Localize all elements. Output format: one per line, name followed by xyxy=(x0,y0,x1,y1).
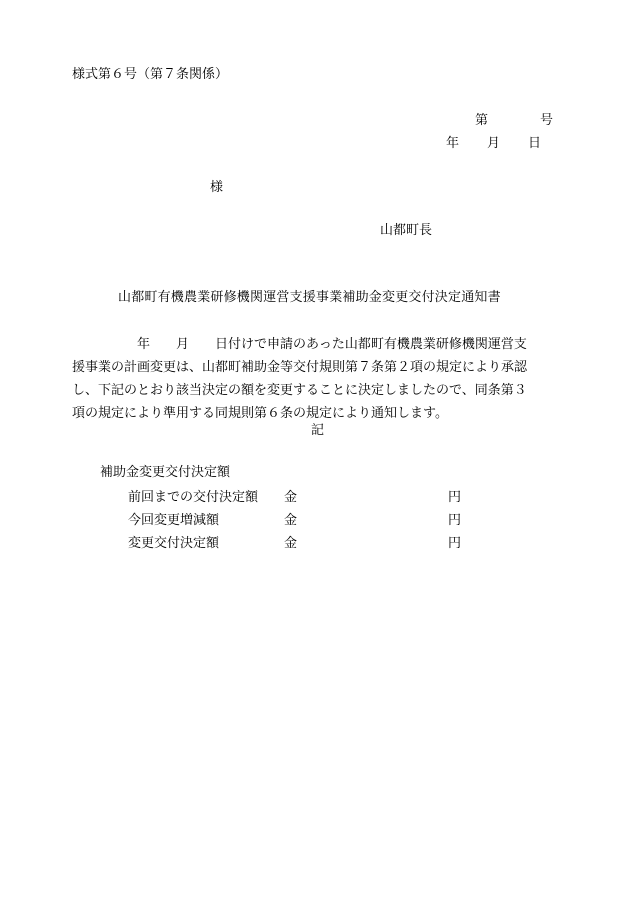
number-prefix: 第 xyxy=(475,113,489,128)
amount-label: 前回までの交付決定額 xyxy=(128,490,259,505)
amount-label: 今回変更増減額 xyxy=(128,513,220,528)
amount-unit: 円 xyxy=(448,490,462,505)
sender-name: 山都町長 xyxy=(380,223,433,238)
amount-row xyxy=(128,507,468,530)
body-line: 項の規定により準用する同規則第６条の規定により通知します。 xyxy=(72,406,448,421)
document-date xyxy=(446,137,541,150)
amount-prefix: 金 xyxy=(284,490,298,505)
amount-row xyxy=(128,484,468,507)
body-line: 年 月 日付けで申請のあった山都町有機農業研修機関運営支 xyxy=(72,337,527,352)
amounts-heading: 補助金変更交付決定額 xyxy=(100,465,231,480)
amount-label: 変更交付決定額 xyxy=(128,536,220,551)
amount-unit: 円 xyxy=(448,536,462,551)
recipient-honorific: 様 xyxy=(210,180,224,195)
amount-unit: 円 xyxy=(448,513,462,528)
amount-prefix: 金 xyxy=(284,536,298,551)
number-suffix: 号 xyxy=(540,113,554,128)
date-year: 年 xyxy=(446,136,460,151)
body-line: 援事業の計画変更は、山都町補助金等交付規則第７条第２項の規定により承認 xyxy=(72,360,528,375)
amount-prefix: 金 xyxy=(284,513,298,528)
document-title: 山都町有機農業研修機関運営支援事業補助金変更交付決定通知書 xyxy=(118,290,501,305)
date-day: 日 xyxy=(528,136,542,151)
amount-row xyxy=(128,530,468,553)
document-number xyxy=(475,114,553,127)
body-line: し、下記のとおり該当決定の額を変更することに決定しましたので、同条第３ xyxy=(72,383,527,398)
body-paragraph xyxy=(72,333,562,425)
date-month: 月 xyxy=(487,136,501,151)
ki-marker: 記 xyxy=(311,423,325,438)
form-id: 様式第６号（第７条関係） xyxy=(72,67,229,82)
amounts-table xyxy=(128,484,468,553)
